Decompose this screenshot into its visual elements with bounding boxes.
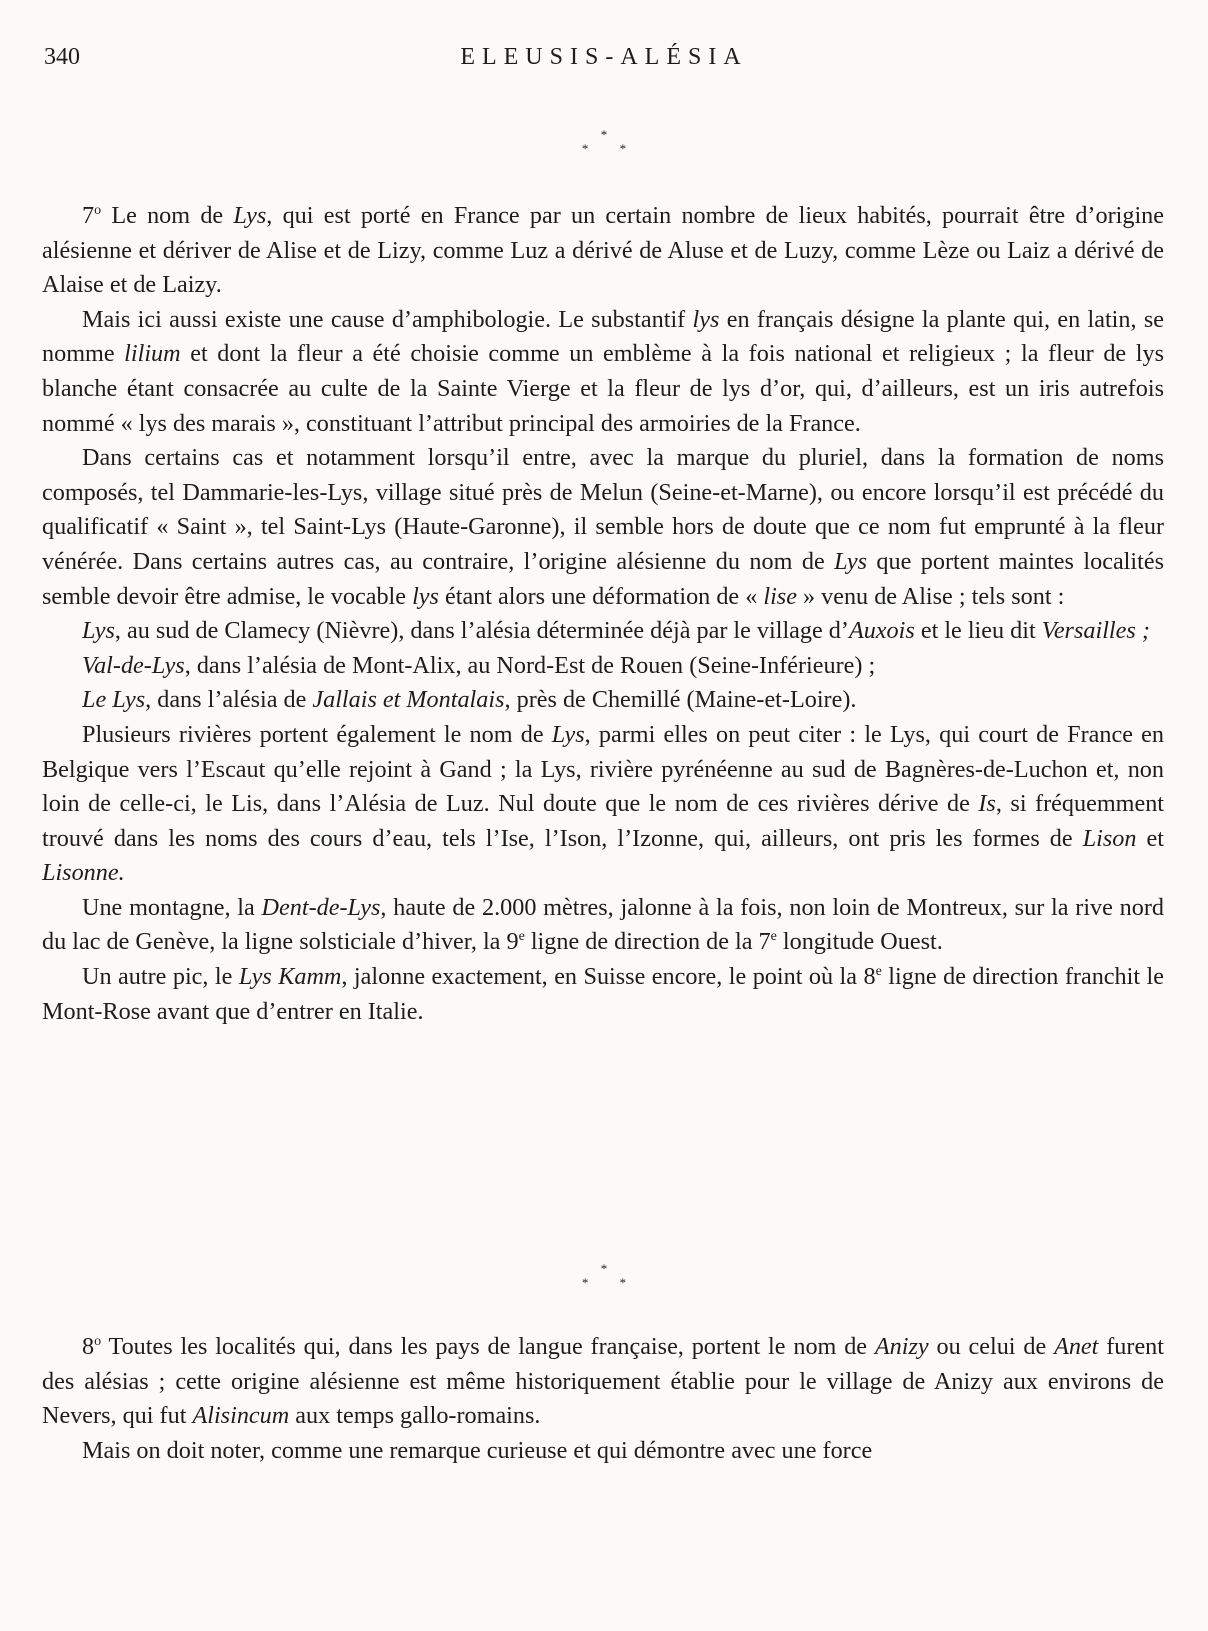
paragraph: Le Lys, dans l’alésia de Jallais et Montalais, près de Chemillé (Maine-et-Loire). <box>82 686 857 714</box>
section-7-text <box>42 199 1164 1029</box>
paragraph: Un autre pic, le Lys Kamm, jalonne exactement, en Suisse encore, le point où la 8e ligne de direction franchit le Mont-Rose avant que d’entrer en Italie. <box>42 963 1165 1025</box>
section-ornament <box>0 128 1208 168</box>
paragraph: 8$^o$ Toutes les localités qui, dans les pays de langue française, portent le nom de Anizy ou celui de Anet furent des alésias ; cette origine alésienne est même historiquement établie pour le village de Anizy aux environs de Nevers, qui fut Alisincum aux temps gallo-romains. <box>42 1333 1164 1430</box>
paragraph: 7$^o$ Le nom de Lys, qui est porté en France par un certain nombre de lieux habités, pourrait être d’origine alésienne et dériver de Alise et de Lizy, comme Luz a dérivé de Aluse et de Luzy, comme Lèze ou Laiz a dérivé de Alaise et de Laizy. <box>42 202 1164 299</box>
section-8-text <box>42 1330 1164 1468</box>
ornament-star-bottom: * * <box>581 141 641 156</box>
paragraph: Val-de-Lys, dans l’alésia de Mont-Alix, au Nord-Est de Rouen (Seine-Inférieure) ; <box>82 651 876 679</box>
running-title: ELEUSIS-ALÉSIA <box>460 44 748 70</box>
ornament-star-top: * <box>600 1261 608 1276</box>
paragraph: Lys, au sud de Clamecy (Nièvre), dans l’alésia déterminée déjà par le village d’Auxois et le lieu dit Versailles ; <box>82 617 1150 645</box>
section-ornament <box>0 1262 1208 1302</box>
paragraph: Mais on doit noter, comme une remarque curieuse et qui démontre avec une force <box>82 1436 873 1464</box>
ornament-star-top: * <box>600 127 608 142</box>
paragraph: Une montagne, la Dent-de-Lys, haute de 2.000 mètres, jalonne à la fois, non loin de Montreux, sur la rive nord du lac de Genève, la ligne solsticiale d’hiver, la 9e ligne de direction de la 7e longitude Ouest. <box>42 893 1164 956</box>
page-header <box>44 40 1164 80</box>
paragraph: Plusieurs rivières portent également le nom de Lys, parmi elles on peut citer : le Lys, qui court de France en Belgique vers l’Escaut qu’elle rejoint à Gand ; la Lys, rivière pyrénéenne au sud de Bagnères-de-Luchon et, non loin de celle-ci, le Lis, dans l’Alésia de Luz. Nul doute que le nom de ces rivières dérive de Is, si fréquemment trouvé dans les noms des cours d’eau, tels l’Ise, l’Ison, l’Izonne, qui, ailleurs, ont pris les formes de Lison et Lisonne. <box>42 720 1165 887</box>
paragraph: Mais ici aussi existe une cause d’amphibologie. Le substantif lys en français désigne la plante qui, en latin, se nomme lilium et dont la fleur a été choisie comme un emblème à la fois national et religieux ; la fleur de lys blanche étant consacrée au culte de la Sainte Vierge et la fleur de lys d’or, qui, d’ailleurs, est un iris autrefois nommé « lys des marais », constituant l’attribut principal des armoiries de la France. <box>42 305 1164 437</box>
paragraph: Dans certains cas et notamment lorsqu’il entre, avec la marque du pluriel, dans la formation de noms composés, tel Dammarie-les-Lys, village situé près de Melun (Seine-et-Marne), ou encore lorsqu’il est précédé du qualificatif « Saint », tel Saint-Lys (Haute-Garonne), il semble hors de doute que ce nom fut emprunté à la fleur vénérée. Dans certains autres cas, au contraire, l’origine alésienne du nom de Lys que portent maintes localités semble devoir être admise, le vocable lys étant alors une déformation de « lise » venu de Alise ; tels sont : <box>42 444 1164 610</box>
page-number: 340 <box>44 44 80 70</box>
ornament-star-bottom: * * <box>581 1275 641 1290</box>
